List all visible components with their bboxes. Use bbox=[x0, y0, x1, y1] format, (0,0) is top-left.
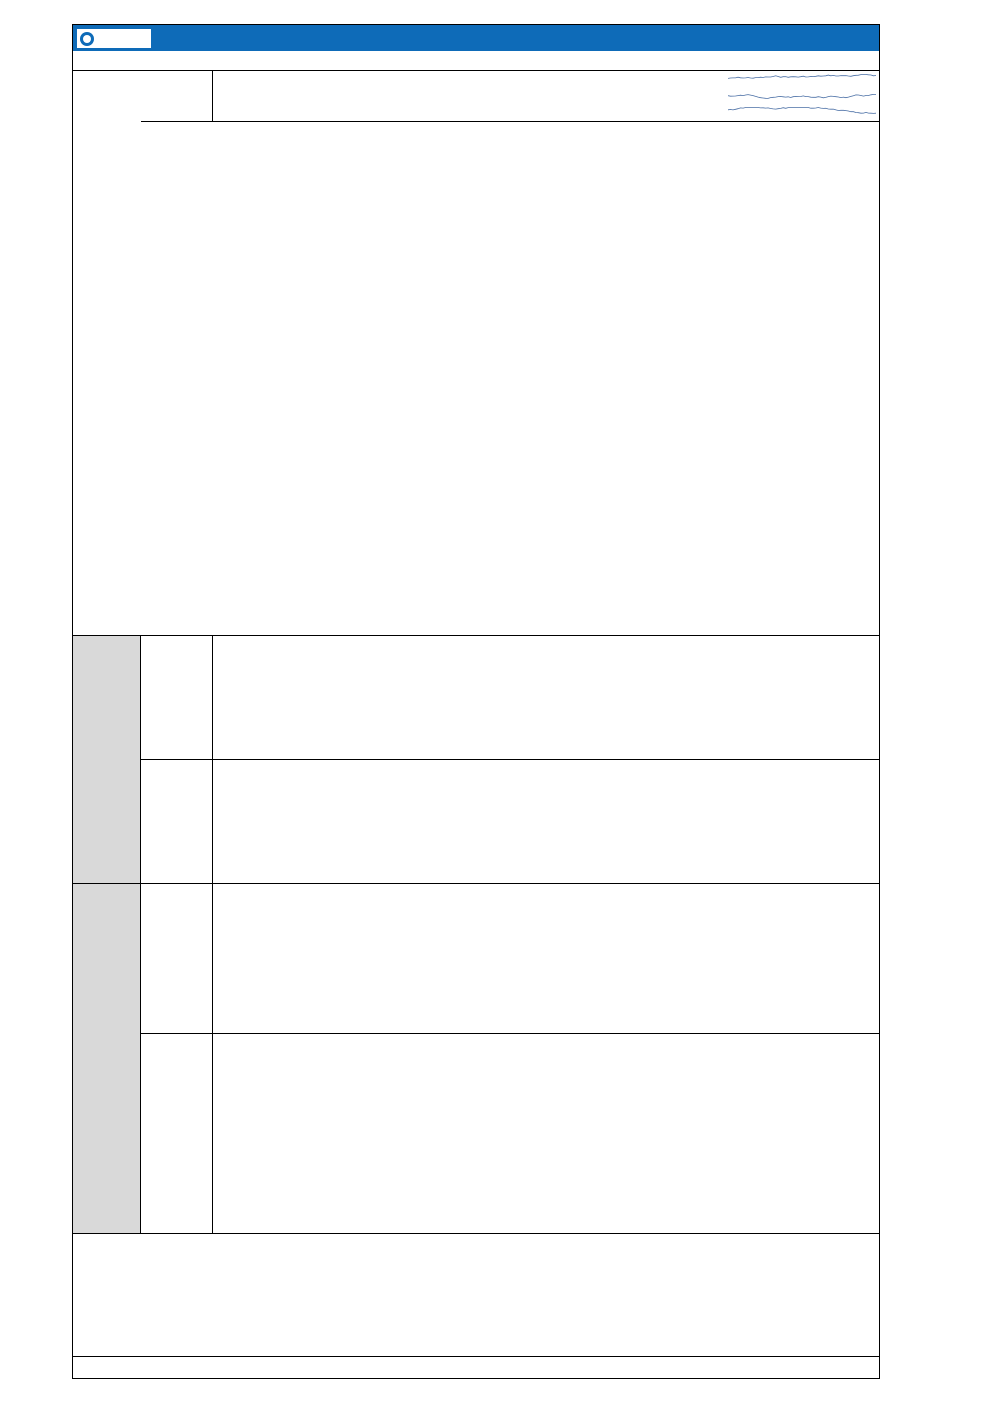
strategy-lead-text bbox=[211, 899, 877, 915]
news-section-label bbox=[73, 635, 141, 883]
table-row bbox=[213, 104, 879, 121]
news-lead-label bbox=[141, 635, 213, 759]
report-header bbox=[73, 25, 879, 51]
company-logo bbox=[76, 28, 152, 49]
report-page bbox=[72, 24, 880, 1379]
group-label bbox=[141, 71, 213, 121]
column-header bbox=[73, 51, 879, 71]
news-zinc-label bbox=[141, 759, 213, 883]
trend-sparkline bbox=[728, 106, 876, 119]
strategy-zinc-label bbox=[141, 1033, 213, 1233]
strategy-lead-label bbox=[141, 883, 213, 1033]
table-row bbox=[213, 71, 879, 88]
trend-sparkline bbox=[728, 73, 876, 86]
strategy-zinc-text bbox=[211, 1055, 877, 1071]
table-row bbox=[213, 88, 879, 105]
logo-mark-icon bbox=[80, 32, 94, 46]
strategy-section-label bbox=[73, 883, 141, 1233]
trend-sparkline bbox=[728, 90, 876, 103]
